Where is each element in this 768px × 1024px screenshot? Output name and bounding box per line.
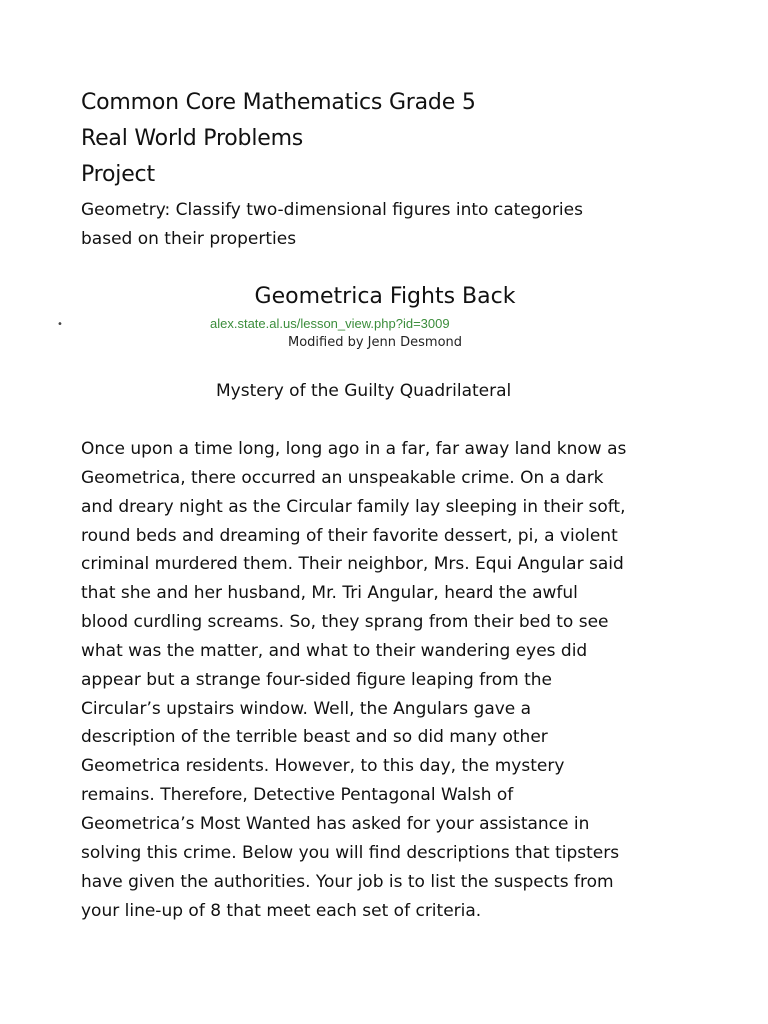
story-line: description of the terrible beast and so did many other [81, 727, 548, 748]
story-line: remains. Therefore, Detective Pentagonal Walsh of [81, 785, 514, 806]
story-line: Geometrica’s Most Wanted has asked for your assistance in [81, 813, 590, 834]
mystery-title: Mystery of the Guilty Quadrilateral [216, 381, 512, 401]
modified-by-credit: Modified by Jenn Desmond [288, 335, 463, 350]
story-line: Geometrica residents. However, to this day, the mystery [81, 756, 565, 777]
unit-title: Real World Problems [81, 126, 304, 151]
story-line: solving this crime. Below you will find descriptions that tipsters [81, 842, 620, 863]
standard-line-1: Geometry: Classify two-dimensional figures into categories [81, 200, 583, 220]
story-line: blood curdling screams. So, they sprang from their bed to see [81, 612, 609, 633]
story-line: criminal murdered them. Their neighbor, Mrs. Equi Angular said [81, 554, 624, 575]
course-title: Common Core Mathematics Grade 5 [81, 90, 476, 115]
standard-description [81, 196, 681, 254]
story-line: round beds and dreaming of their favorite dessert, pi, a violent [81, 525, 618, 546]
standard-line-2: based on their properties [81, 229, 297, 249]
story-title: Geometrica Fights Back [254, 284, 516, 309]
story-line: Circular’s upstairs window. Well, the Angulars gave a [81, 698, 532, 719]
story-line: and dreary night as the Circular family lay sleeping in their soft, [81, 496, 626, 517]
story-paragraph [81, 435, 701, 925]
story-line: that she and her husband, Mr. Tri Angular, heard the awful [81, 583, 578, 604]
story-line: Geometrica, there occurred an unspeakable crime. On a dark [81, 467, 604, 488]
story-line: your line-up of 8 that meet each set of criteria. [81, 900, 482, 921]
story-line: have given the authorities. Your job is to list the suspects from [81, 871, 614, 892]
project-label: Project [81, 162, 155, 187]
bullet-marker: • [57, 319, 63, 330]
source-link[interactable]: alex.state.al.us/lesson_view.php?id=3009 [210, 316, 450, 331]
story-line: Once upon a time long, long ago in a far, far away land know as [81, 439, 627, 459]
story-line: what was the matter, and what to their wandering eyes did [81, 640, 588, 661]
story-line: appear but a strange four-sided figure leaping from the [81, 669, 553, 690]
